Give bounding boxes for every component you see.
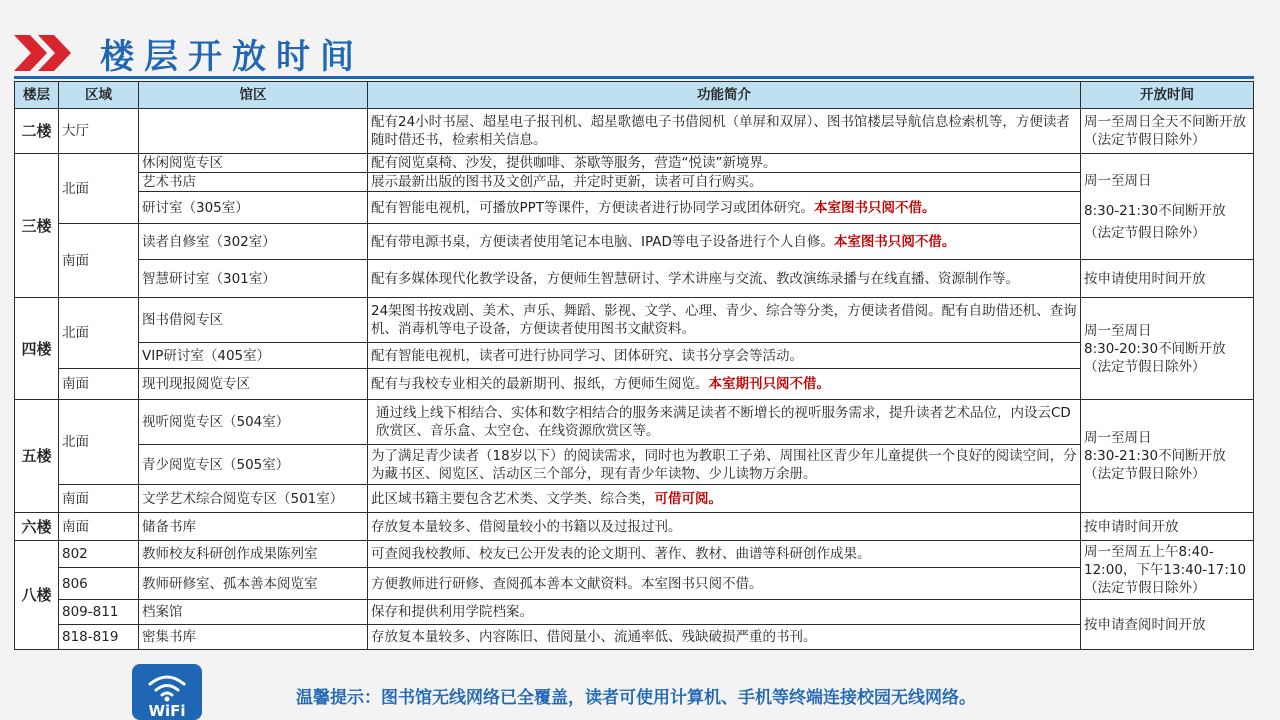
area-cell: 北面 [59, 400, 139, 485]
area-cell: 大厅 [59, 109, 139, 154]
zone-cell: 智慧研讨室（301室） [139, 260, 368, 298]
floor-cell: 三楼 [15, 154, 59, 298]
hours-line: 8:30-20:30不间断开放 [1084, 340, 1226, 357]
hours-line: 周一至周五上午8:40-12:00，下午13:40-17:10 [1084, 544, 1247, 578]
area-cell: 809-811 [59, 600, 139, 625]
zone-cell: 储备书库 [139, 513, 368, 541]
description-cell: 为了满足青少读者（18岁以下）的阅读需求，同时也为教职工子弟、周围社区青少年儿童提供一个良好的阅读空间，分为藏书区、阅览区、活动区三个部分，现有青少年读物、少儿读物万余册。 [368, 445, 1081, 485]
header-rule [14, 76, 1254, 79]
table-row [15, 600, 1254, 625]
zone-cell: 艺术书店 [139, 173, 368, 192]
header-zone: 馆区 [139, 82, 368, 109]
area-cell: 802 [59, 541, 139, 568]
floor-cell: 二楼 [15, 109, 59, 154]
hours-line: 周一至周日 [1084, 322, 1152, 339]
description-cell: 保存和提供利用学院档案。 [368, 600, 1081, 625]
hours-cell: 按申请时间开放 [1081, 513, 1254, 541]
description-cell: 24架图书按戏剧、美术、声乐、舞蹈、影视、文学、心理、青少、综合等分类，方便读者借阅。配有自助借还机、查询机、消毒机等电子设备，方便读者使用图书文献资料。 [368, 298, 1081, 343]
hours-cell [1081, 298, 1254, 400]
description-text: 配有带电源书桌，方便读者使用笔记本电脑、IPAD等电子设备进行个人自修。 [371, 233, 834, 250]
zone-cell: 休闲阅览专区 [139, 154, 368, 173]
table-row [15, 192, 1254, 224]
wifi-label: WiFi [148, 702, 186, 720]
zone-cell: 图书借阅专区 [139, 298, 368, 343]
hours-line: （法定节假日除外） [1084, 224, 1206, 241]
header-area: 区域 [59, 82, 139, 109]
area-cell: 806 [59, 568, 139, 600]
hours-cell [1081, 154, 1254, 260]
table-header-row [15, 82, 1254, 109]
description-text: 配有智能电视机，可播放PPT等课件，方便读者进行协同学习或团体研究。 [371, 199, 815, 216]
hours-cell [1081, 400, 1254, 513]
description-cell: 通过线上线下相结合、实体和数字相结合的服务来满足读者不断增长的视听服务需求，提升读者艺术品位，内设云CD欣赏区、音乐盒、太空仓、在线资源欣赏区等。 [368, 400, 1081, 445]
lending-note: 本室期刊只阅不借。 [708, 376, 830, 392]
table-row [15, 343, 1254, 369]
table-row [15, 109, 1254, 154]
description-text: 此区域书籍主要包含艺术类、文学类、综合类， [371, 490, 655, 507]
header-floor: 楼层 [15, 82, 59, 109]
floor-cell: 八楼 [15, 541, 59, 650]
header-description: 功能简介 [368, 82, 1081, 109]
table-row [15, 568, 1254, 600]
zone-cell: VIP研讨室（405室） [139, 343, 368, 369]
table-row [15, 445, 1254, 485]
area-cell: 南面 [59, 485, 139, 513]
area-cell: 北面 [59, 154, 139, 224]
hours-line: （法定节假日除外） [1084, 580, 1206, 596]
hours-cell: 周一至周日全天不间断开放（法定节假日除外） [1081, 109, 1254, 154]
hours-line: 8:30-21:30不间断开放 [1084, 202, 1226, 219]
floor-cell: 六楼 [15, 513, 59, 541]
description-cell [368, 224, 1081, 260]
zone-cell: 读者自修室（302室） [139, 224, 368, 260]
description-cell [368, 485, 1081, 513]
description-cell [368, 369, 1081, 400]
description-text: 配有与我校专业相关的最新期刊、报纸，方便师生阅览。 [371, 376, 709, 392]
hours-cell [1081, 541, 1254, 600]
hours-cell: 按申请查阅时间开放 [1081, 600, 1254, 650]
header-hours: 开放时间 [1081, 82, 1254, 109]
table-row [15, 173, 1254, 192]
zone-cell: 档案馆 [139, 600, 368, 625]
wifi-icon [132, 664, 202, 720]
lending-note: 本室图书只阅不借。 [833, 233, 956, 250]
description-cell: 配有24小时书屋、超星电子报刊机、超星歌德电子书借阅机（单屏和双屏）、图书馆楼层导航信息检索机等，方便读者随时借还书，检索相关信息。 [368, 109, 1081, 154]
hours-line: （法定节假日除外） [1084, 466, 1206, 482]
opening-hours-table [14, 81, 1254, 650]
table-row [15, 400, 1254, 445]
description-cell: 可查阅我校教师、校友已公开发表的论文期刊、著作、教材、曲谱等科研创作成果。 [368, 541, 1081, 568]
table-row [15, 513, 1254, 541]
zone-cell: 青少阅览专区（505室） [139, 445, 368, 485]
lending-note: 本室图书只阅不借。 [814, 199, 936, 216]
area-cell: 北面 [59, 298, 139, 369]
hours-line: 周一至周日 [1084, 430, 1152, 446]
table-row [15, 154, 1254, 173]
description-cell: 方便教师进行研修、查阅孤本善本文献资料。本室图书只阅不借。 [368, 568, 1081, 600]
description-cell: 配有阅览桌椅、沙发，提供咖啡、茶歇等服务，营造“悦读”新境界。 [368, 154, 1081, 173]
area-cell: 南面 [59, 513, 139, 541]
page-title: 楼层开放时间 [100, 36, 364, 77]
hours-cell: 按申请使用时间开放 [1081, 260, 1254, 298]
description-cell: 存放复本量较多、内容陈旧、借阅量小、流通率低、残缺破损严重的书刊。 [368, 625, 1081, 650]
table-row [15, 369, 1254, 400]
table-row [15, 298, 1254, 343]
zone-cell: 视听阅览专区（504室） [139, 400, 368, 445]
zone-cell: 教师研修室、孤本善本阅览室 [139, 568, 368, 600]
wifi-notice: 温馨提示：图书馆无线网络已全覆盖，读者可使用计算机、手机等终端连接校园无线网络。 [296, 688, 976, 708]
hours-line: 周一至周日 [1084, 172, 1152, 189]
table-row [15, 260, 1254, 298]
lending-note: 可借可阅。 [654, 490, 722, 507]
area-cell: 南面 [59, 224, 139, 298]
description-cell: 存放复本量较多、借阅量较小的书籍以及过报过刊。 [368, 513, 1081, 541]
description-cell: 配有智能电视机，读者可进行协同学习、团体研究、读书分享会等活动。 [368, 343, 1081, 369]
zone-cell: 现刊现报阅览专区 [139, 369, 368, 400]
zone-cell: 文学艺术综合阅览专区（501室） [139, 485, 368, 513]
description-cell: 配有多媒体现代化教学设备，方便师生智慧研讨、学术讲座与交流、教改演练录播与在线直播、资源制作等。 [368, 260, 1081, 298]
table-row [15, 541, 1254, 568]
page-header [14, 30, 364, 76]
table-row [15, 625, 1254, 650]
hours-line: （法定节假日除外） [1084, 358, 1206, 375]
description-cell [368, 192, 1081, 224]
floor-cell: 四楼 [15, 298, 59, 400]
double-chevron-icon [14, 33, 80, 73]
zone-cell: 密集书库 [139, 625, 368, 650]
description-cell: 展示最新出版的图书及文创产品，并定时更新，读者可自行购买。 [368, 173, 1081, 192]
zone-cell: 研讨室（305室） [139, 192, 368, 224]
area-cell: 818-819 [59, 625, 139, 650]
zone-cell [139, 109, 368, 154]
table-row [15, 224, 1254, 260]
zone-cell: 教师校友科研创作成果陈列室 [139, 541, 368, 568]
area-cell: 南面 [59, 369, 139, 400]
floor-cell: 五楼 [15, 400, 59, 513]
table-row [15, 485, 1254, 513]
hours-line: 8:30-21:30不间断开放 [1084, 448, 1226, 464]
